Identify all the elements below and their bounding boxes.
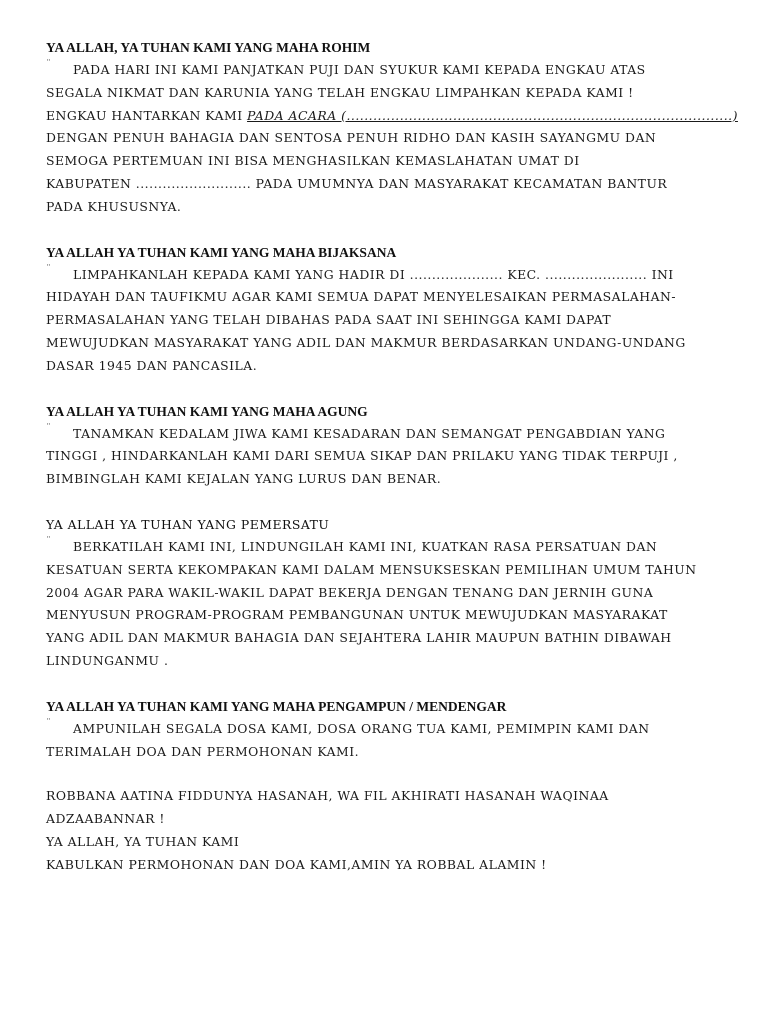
bullet-mark: ¨ bbox=[46, 263, 52, 275]
bullet-mark: ¨ bbox=[46, 59, 52, 70]
closing-line: KABULKAN PERMOHONAN DAN DOA KAMI,AMIN YA ROBBAL ALAMIN ! bbox=[46, 856, 547, 872]
section-heading-maha-agung: YA ALLAH YA TUHAN KAMI YANG MAHA AGUNG bbox=[46, 403, 368, 419]
paragraph-line: BIMBINGLAH KAMI KEJALAN YANG LURUS DAN BENAR. bbox=[46, 471, 442, 487]
section-heading-maha-bijaksana: YA ALLAH YA TUHAN KAMI YANG MAHA BIJAKSANA bbox=[46, 244, 397, 260]
bullet-mark: ¨ bbox=[46, 535, 52, 547]
paragraph-line: KABUPATEN .......................... PADA UMUMNYA DAN MASYARAKAT KECAMATAN BANTUR bbox=[46, 175, 668, 191]
section-heading-maha-rohim: YA ALLAH, YA TUHAN KAMI YANG MAHA ROHIM bbox=[46, 40, 371, 55]
bullet-mark: ¨ bbox=[46, 717, 52, 729]
paragraph-line: ¨ AMPUNILAH SEGALA DOSA KAMI, DOSA ORANG TUA KAMI, PEMIMPIN KAMI DAN bbox=[46, 717, 650, 736]
paragraph-line: ¨ BERKATILAH KAMI INI, LINDUNGILAH KAMI INI, KUATKAN RASA PERSATUAN DAN bbox=[46, 535, 658, 554]
paragraph-line: ¨ TANAMKAN KEDALAM JIWA KAMI KESADARAN DAN SEMANGAT PENGABDIAN YANG bbox=[46, 422, 666, 441]
paragraph-line: LINDUNGANMU . bbox=[46, 652, 169, 668]
acara-blank-field: PADA ACARA (.......................................................................................) bbox=[247, 107, 738, 123]
section-heading-maha-pengampun: YA ALLAH YA TUHAN KAMI YANG MAHA PENGAMPUN / MENDENGAR bbox=[46, 698, 507, 714]
paragraph-line: SEMOGA PERTEMUAN INI BISA MENGHASILKAN KEMASLAHATAN UMAT DI bbox=[46, 153, 580, 169]
paragraph-line: HIDAYAH DAN TAUFIKMU AGAR KAMI SEMUA DAPAT MENYELESAIKAN PERMASALAHAN- bbox=[46, 289, 677, 305]
paragraph-line: DENGAN PENUH BAHAGIA DAN SENTOSA PENUH RIDHO DAN KASIH SAYANGMU DAN bbox=[46, 130, 657, 146]
paragraph-line: TERIMALAH DOA DAN PERMOHONAN KAMI. bbox=[46, 743, 360, 759]
paragraph-line: ENGKAU HANTARKAN KAMI PADA ACARA (.......................................................................................) bbox=[46, 107, 738, 123]
section-heading-pemersatu: YA ALLAH YA TUHAN YANG PEMERSATU bbox=[46, 516, 330, 532]
paragraph-line: SEGALA NIKMAT DAN KARUNIA YANG TELAH ENGKAU LIMPAHKAN KEPADA KAMI ! bbox=[46, 84, 634, 100]
closing-line: ADZAABANNAR ! bbox=[46, 811, 165, 827]
paragraph-line: MEWUJUDKAN MASYARAKAT YANG ADIL DAN MAKMUR BERDASARKAN UNDANG-UNDANG bbox=[46, 334, 686, 350]
bullet-mark: ¨ bbox=[46, 422, 52, 434]
prayer-text bbox=[46, 36, 738, 877]
paragraph-line: PADA KHUSUSNYA. bbox=[46, 198, 182, 214]
paragraph-line: YANG ADIL DAN MAKMUR BAHAGIA DAN SEJAHTERA LAHIR MAUPUN BATHIN DIBAWAH bbox=[46, 630, 672, 646]
closing-line: YA ALLAH, YA TUHAN KAMI bbox=[46, 833, 240, 849]
paragraph-line: KESATUAN SERTA KEKOMPAKAN KAMI DALAM MENSUKSESKAN PEMILIHAN UMUM TAHUN bbox=[46, 561, 697, 577]
paragraph-line: DASAR 1945 DAN PANCASILA. bbox=[46, 357, 258, 373]
paragraph-line: MENYUSUN PROGRAM-PROGRAM PEMBANGUNAN UNTUK MEWUJUDKAN MASYARAKAT bbox=[46, 607, 668, 623]
paragraph-line: TINGGI , HINDARKANLAH KAMI DARI SEMUA SIKAP DAN PRILAKU YANG TIDAK TERPUJI , bbox=[46, 448, 678, 464]
paragraph-line: PERMASALAHAN YANG TELAH DIBAHAS PADA SAAT INI SEHINGGA KAMI DAPAT bbox=[46, 312, 612, 328]
closing-line: ROBBANA AATINA FIDDUNYA HASANAH, WA FIL AKHIRATI HASANAH WAQINAA bbox=[46, 788, 609, 804]
paragraph-line: ¨ PADA HARI INI KAMI PANJATKAN PUJI DAN SYUKUR KAMI KEPADA ENGKAU ATAS bbox=[46, 59, 646, 77]
paragraph-line: ¨ LIMPAHKANLAH KEPADA KAMI YANG HADIR DI ..................... KEC. ....................... INI bbox=[46, 263, 674, 282]
paragraph-line: 2004 AGAR PARA WAKIL-WAKIL DAPAT BEKERJA DENGAN TENANG DAN JERNIH GUNA bbox=[46, 584, 654, 600]
